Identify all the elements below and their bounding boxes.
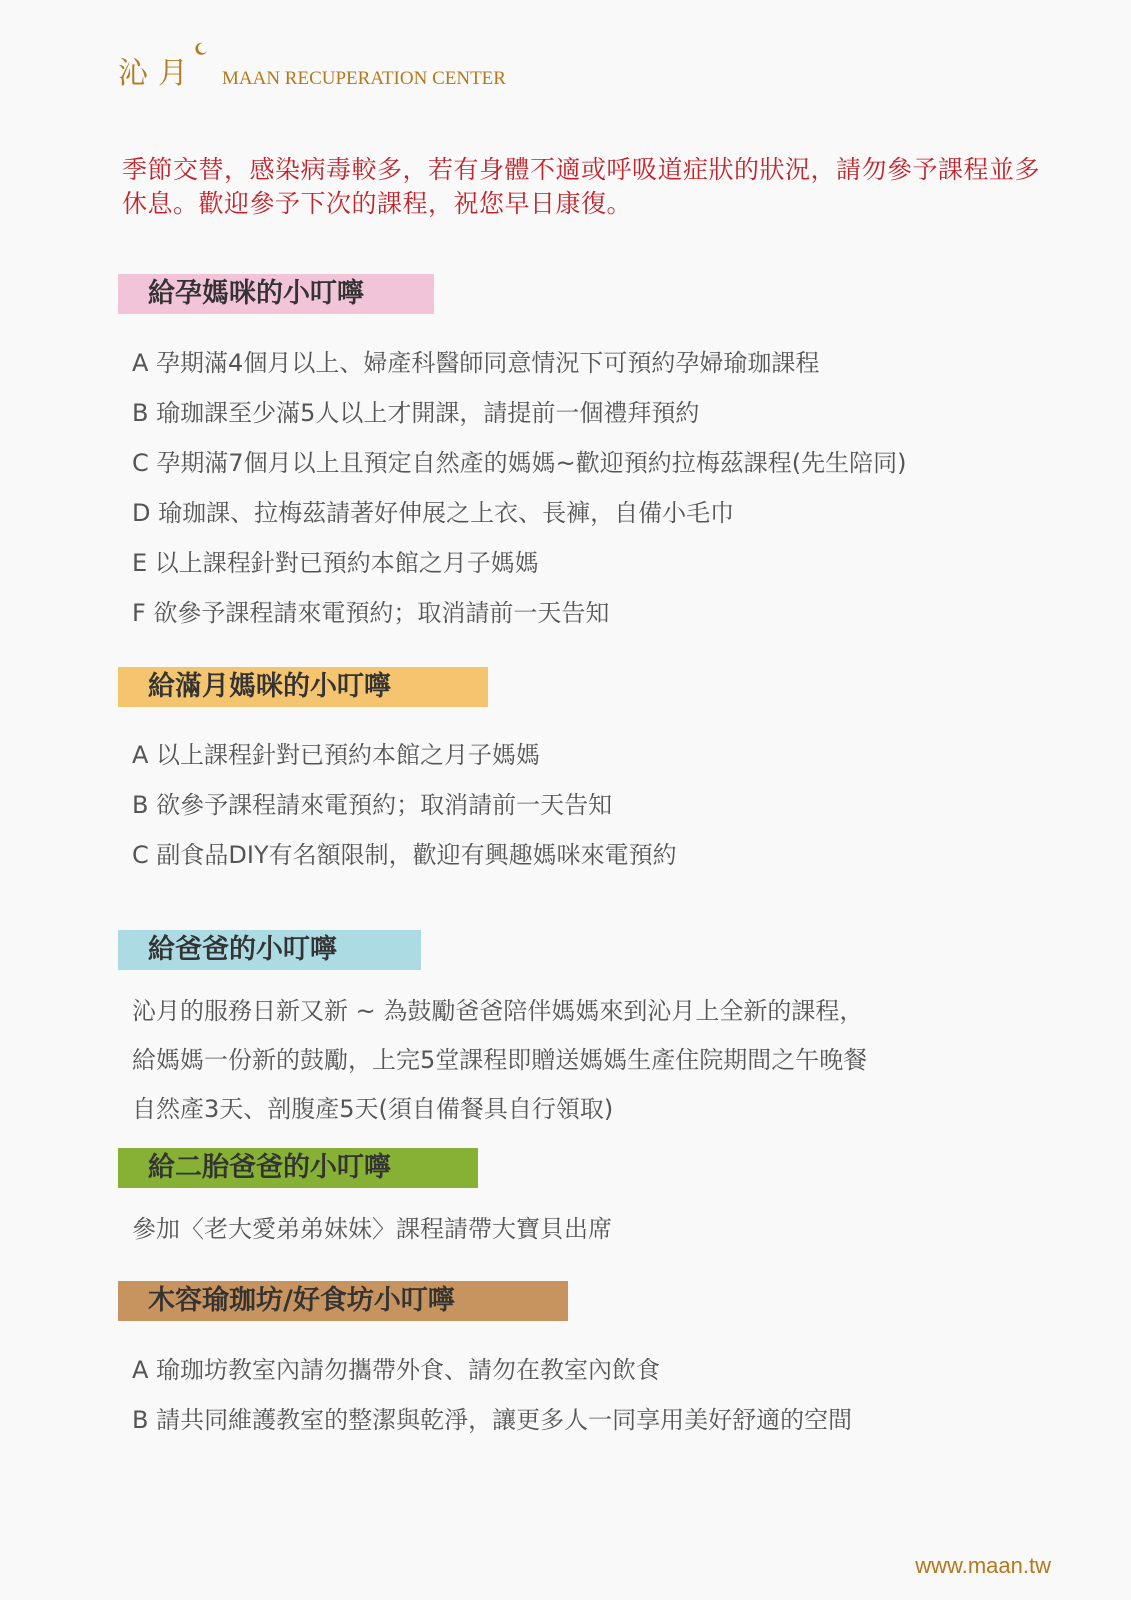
list-item: F 欲參予課程請來電預約；取消請前一天告知 <box>132 599 610 627</box>
yoga-food-workshop-list <box>132 1345 852 1445</box>
section-title-dads: 給爸爸的小叮嚀 <box>118 930 421 970</box>
list-item: E 以上課程針對已預約本館之月子媽媽 <box>132 549 539 577</box>
list-item: A 以上課程針對已預約本館之月子媽媽 <box>132 741 541 769</box>
section-title-pregnant-moms: 給孕媽咪的小叮嚀 <box>118 274 434 314</box>
section-title-second-child-dads: 給二胎爸爸的小叮嚀 <box>118 1148 478 1188</box>
paragraph-line: 參加〈老大愛弟弟妹妹〉課程請帶大寶貝出席 <box>132 1215 612 1243</box>
second-child-dads-paragraph <box>132 1205 612 1254</box>
brand-logo-cjk: 沁月 <box>118 56 198 91</box>
paragraph-line: 沁月的服務日新又新 ~ 為鼓勵爸爸陪伴媽媽來到沁月上全新的課程， <box>132 997 864 1025</box>
list-item: D 瑜珈課、拉梅茲請著好伸展之上衣、長褲，自備小毛巾 <box>132 499 735 527</box>
full-month-moms-list <box>132 730 677 880</box>
health-notice: 季節交替，感染病毒較多，若有身體不適或呼吸道症狀的狀況，請勿參予課程並多休息。歡迎參予下次的課程，祝您早日康復。 <box>122 155 1041 218</box>
brand-logo-english: MAAN RECUPERATION CENTER <box>222 68 506 89</box>
list-item: B 瑜珈課至少滿5人以上才開課，請提前一個禮拜預約 <box>132 399 700 427</box>
website-url: www.maan.tw <box>915 1553 1051 1578</box>
brand-header <box>118 44 506 94</box>
list-item: A 孕期滿4個月以上、婦產科醫師同意情況下可預約孕婦瑜珈課程 <box>132 349 820 377</box>
list-item: B 欲參予課程請來電預約；取消請前一天告知 <box>132 791 613 819</box>
section-title-full-month-moms: 給滿月媽咪的小叮嚀 <box>118 667 488 707</box>
list-item: C 副食品DIY有名額限制，歡迎有興趣媽咪來電預約 <box>132 841 677 869</box>
pregnant-moms-list <box>132 338 907 638</box>
paragraph-line: 給媽媽一份新的鼓勵，上完5堂課程即贈送媽媽生產住院期間之午晚餐 <box>132 1046 868 1074</box>
crescent-moon-icon <box>194 42 208 56</box>
list-item: C 孕期滿7個月以上且預定自然產的媽媽~歡迎預約拉梅茲課程(先生陪同) <box>132 449 907 477</box>
section-title-yoga-food-workshop: 木容瑜珈坊/好食坊小叮嚀 <box>118 1281 568 1321</box>
dads-paragraph <box>132 987 867 1134</box>
list-item: B 請共同維護教室的整潔與乾淨，讓更多人一同享用美好舒適的空間 <box>132 1406 853 1434</box>
list-item: A 瑜珈坊教室內請勿攜帶外食、請勿在教室內飲食 <box>132 1356 661 1384</box>
paragraph-line: 自然產3天、剖腹產5天(須自備餐具自行領取) <box>132 1095 614 1123</box>
